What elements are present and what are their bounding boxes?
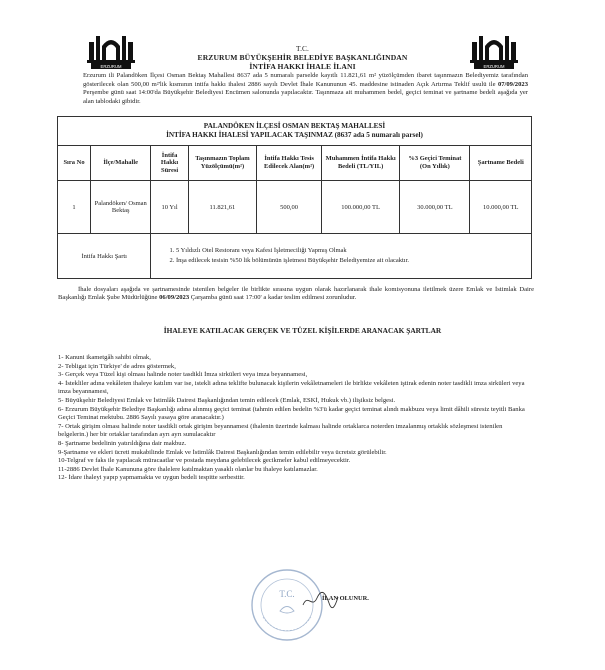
conditions-row — [58, 234, 532, 279]
deadline-date: 06/09/2023 — [159, 294, 190, 302]
list-item: 9-Şartname ve ekleri ücreti mukabilinde Emlak ve İstimlâk Dairesi Başkanlığından temin edilebilir veya ücretsiz görülebilir. — [58, 448, 387, 456]
list-item: 6- Erzurum Büyükşehir Belediye Başkanlığı adına alınmış geçici teminat (tahmin edilen bedelin %3'ü kadar geçici teminat alındı makbuzu veya limit dâhili süresiz teyitli Banka Geçici Teminat mektubu. 2886 Sayılı yasaya göre aranacaktır.) — [58, 405, 525, 422]
svg-text:T.C.: T.C. — [279, 589, 295, 599]
list-item: 2- Tebligat için Türkiye' de adres göstermek, — [58, 362, 176, 370]
list-item: 12- İdare ihaleyi yapıp yapmamakta ve uygun bedeli tespitte serbesttir. — [58, 474, 245, 482]
col-alan: İntifa Hakkı Tesis Edilecek Alan(m²) — [257, 146, 322, 181]
tender-date: 07/09/2023 — [497, 80, 528, 88]
list-item: 11-2886 Devlet İhale Kanununa göre ihalelere katılmaktan yasaklı olanlar bu ihaleye katılamazlar. — [58, 465, 318, 473]
intro-paragraph: Erzurum ili Palandöken İlçesi Osman Bektaş Mahallesi 8637 ada 5 numaralı parselde kayıtlı 11.821,61 m² yüzölçümden ibaret taşınmazın Belediyemiz tarafından gösterilecek olan 500,00 m²'lik kısmının intifa hakkı ihalesi 2886 sayılı Devlet İhale Kanununun 45. maddesine istinaden Açık Artırma Teklif usulü ile 07/09/2023 Perşembe günü saat 14:00'da Büyükşehir Belediyesi Encümen salonunda yapılacaktır. Taşınmaza ait muhammen bedel, geçici teminat ve şartname bedeli aşağıda yer alan tablodaki gibidir. — [83, 72, 528, 105]
col-yuzolcum: Taşınmazın Toplam Yüzölçümü(m²) — [188, 146, 257, 181]
svg-text:ERZURUM: ERZURUM — [100, 64, 122, 69]
col-sartname: Şartname Bedeli — [470, 146, 532, 181]
condition-item: 2. İnşa edilecek tesisin %50 lik bölümünün işletmesi Büyükşehir Belediyemize ait olacaktır. — [169, 256, 410, 264]
requirements-list — [58, 354, 534, 483]
list-item: 4- İstekliler adına vekâleten ihaleye katılım var ise, istekli adına teklifte bulunacak kişilerin vekâletnameleri ile birlikte vekâleten iştirak edenin noter tasdikli imza sirküleri veya imza beyannamesi, — [58, 379, 525, 396]
list-item: 10-Telgraf ve faks ile yapılacak müracaatlar ve postada meydana gelebilecek gecikmeler kabul edilmeyecektir. — [58, 457, 351, 465]
header-subject: İNTİFA HAKKI İHALE İLANI — [249, 62, 356, 72]
table-row: 1 Palandöken/ Osman Bektaş 10 Yıl 11.821,61 500,00 100.000,00 TL 30.000,00 TL 10.000,00 TL — [58, 181, 532, 234]
submission-note: İhale dosyaları aşağıda ve şartnamesinde istenilen belgeler ile birlikte sırasına uygun olarak hazırlanarak ihale komisyonuna iletilmek üzere Emlak ve İstimlak Daire Başkanlığı Emlak Şube Müdürlüğüne 06/09/2023 Çarşamba günü saat 17:00' a kadar teslim edilmesi zorunludur. — [58, 286, 534, 302]
col-bedel: Muhammen İntifa Hakkı Bedeli (TL/YIL) — [322, 146, 400, 181]
header-tc: T.C. — [296, 44, 309, 53]
conditions-list — [151, 234, 532, 279]
col-sure: İntifa Hakkı Süresi — [151, 146, 188, 181]
requirements-title: İHALEYE KATILACAK GERÇEK VE TÜZEL KİŞİLERDE ARANACAK ŞARTLAR — [163, 326, 442, 335]
col-ilce: İlçe/Mahalle — [91, 146, 151, 181]
table-header-row — [58, 146, 532, 181]
col-sira: Sıra No — [58, 146, 91, 181]
table-title: PALANDÖKEN İLÇESİ OSMAN BEKTAŞ MAHALLESİ İNTİFA HAKKI İHALESİ YAPILACAK TAŞINMAZ (8637 ada 5 numaralı parsel) — [58, 117, 532, 146]
list-item: 1- Kanuni ikametgâh sahibi olmak, — [58, 354, 151, 361]
header-institution: ERZURUM BÜYÜKŞEHİR BELEDİYE BAŞKANLIĞINDAN — [197, 53, 408, 63]
signature-label: İLAN OLUNUR. — [322, 595, 369, 602]
document-header — [0, 44, 605, 72]
list-item: 5- Büyükşehir Belediyesi Emlak ve İstimlâk Dairesi Başkanlığından temin edilecek (Emlak, ESKİ, Hukuk vb.) ilişiksiz belgesi. — [58, 396, 396, 404]
condition-item: 1. 5 Yıldızlı Otel Restoranı veya Kafesi İşletmeciliği Yapmış Olmak — [169, 247, 347, 255]
list-item: 7- Ortak girişim olması halinde noter tasdikli ortak girişim beyannamesi (ihalenin üzerinde kalması halinde ortaklarca noterden imzalanmış ortaklık sözleşmesi istenilen belgelerin.) her bir ortaklar tarafından ayrı ayrı sunulacaktır — [58, 422, 503, 439]
col-teminat: %3 Geçici Teminat (On Yıllık) — [400, 146, 470, 181]
conditions-label: İntifa Hakkı Şartı — [58, 234, 151, 279]
list-item: 8- Şartname bedelinin yatırıldığına dair makbuz. — [58, 439, 187, 447]
list-item: 3- Gerçek veya Tüzel kişi olması halinde noter tasdikli İmza sirküleri veya imza beyannamesi, — [58, 371, 308, 379]
property-table — [57, 116, 532, 279]
svg-text:ERZURUM: ERZURUM — [483, 64, 505, 69]
